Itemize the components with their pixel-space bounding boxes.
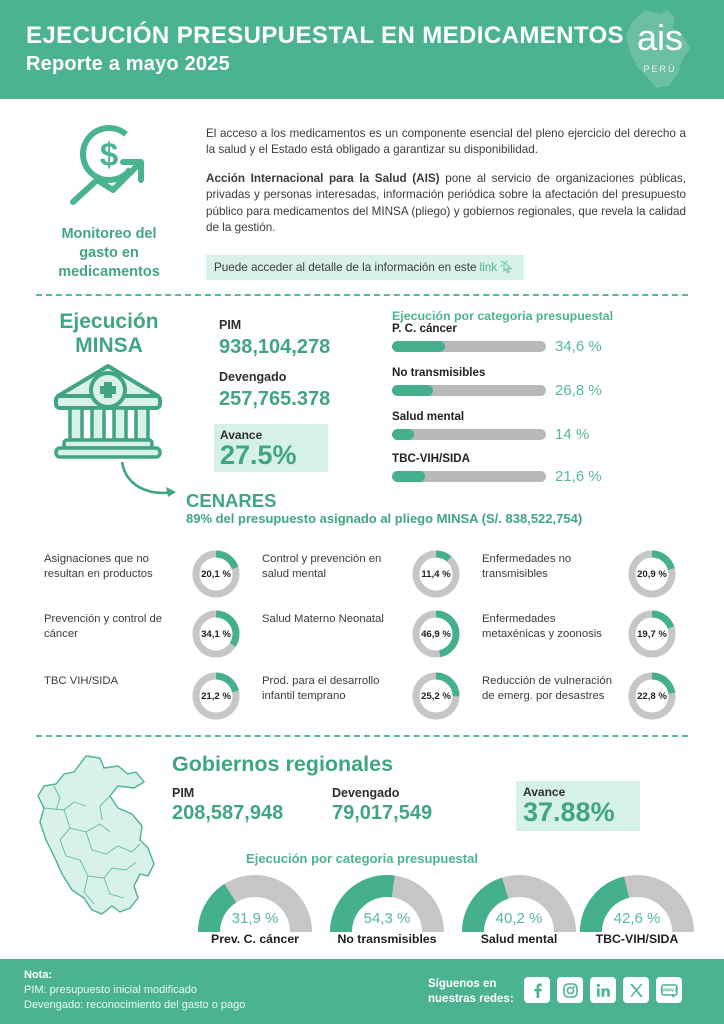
intro-paragraph-1: El acceso a los medicamentos es un componente esencial del pleno ejercicio del derecho a la salud y el Estado está obligado a garantizar su disponibilidad. [206, 127, 686, 157]
minsa-bar-row [392, 322, 692, 355]
regional-gauge-value: 54,3 % [363, 910, 411, 927]
regional-avance-badge [516, 781, 640, 831]
regional-gauge-value: 40,2 % [495, 910, 543, 927]
minsa-bar-row [392, 452, 692, 485]
minsa-avance-label: Avance [220, 428, 263, 442]
cenares-donut-label: Reducción de vulneración de emerg. por desastres [482, 675, 612, 702]
intro-text-block [206, 126, 686, 248]
regional-section-title: Gobiernos regionales [172, 752, 394, 776]
intro-ais-bold: Acción Internacional para la Salud (AIS) [206, 171, 440, 185]
minsa-bar-track [392, 429, 546, 440]
minsa-bar-fill [392, 471, 425, 482]
regional-gauge [180, 874, 330, 946]
minsa-devengado-value: 257,765.378 [219, 388, 331, 410]
instagram-icon[interactable] [557, 977, 583, 1003]
regional-avance-label: Avance [523, 785, 566, 799]
cenares-donut-value: 19,7 % [637, 628, 667, 640]
facebook-icon[interactable] [524, 977, 550, 1003]
ais-logo-text: ais [636, 17, 684, 58]
ministry-building-icon [48, 360, 168, 460]
intro-paragraph-2 [206, 171, 686, 237]
ais-logo-country: PERÚ [643, 64, 677, 74]
regional-gauge [562, 874, 712, 946]
cenares-donut [626, 670, 678, 722]
minsa-bar-value: 14 % [555, 426, 590, 443]
regional-gauge [312, 874, 462, 946]
footer-note-line-1: PIM: presupuesto inicial modificado [24, 984, 198, 996]
cenares-donut-value: 34,1 % [201, 628, 231, 640]
regional-pim-value: 208,587,948 [172, 802, 284, 824]
regional-avance-value: 37.88% [523, 797, 615, 827]
cenares-donut [410, 670, 462, 722]
svg-text:www.//: www.// [660, 987, 678, 994]
linkedin-icon[interactable] [590, 977, 616, 1003]
cenares-donut-value: 11,4 % [421, 568, 451, 580]
footer-note-line-2: Devengado: reconocimiento del gasto o pago [24, 999, 246, 1011]
cenares-donut-label: Asignaciones que no resultan en productos [44, 553, 153, 580]
minsa-bar-label: Salud mental [392, 410, 465, 423]
dollar-growth-icon [57, 122, 161, 214]
minsa-bar-value: 26,8 % [555, 382, 602, 399]
regional-gauge-label: No transmisibles [337, 932, 437, 946]
cenares-donut [410, 548, 462, 600]
minsa-pim-label: PIM [219, 318, 242, 332]
minsa-bar-label: No transmisibles [392, 366, 486, 379]
cenares-donut [626, 548, 678, 600]
cenares-donut-label: TBC VIH/SIDA [44, 675, 119, 687]
cenares-donut [410, 608, 462, 660]
intro-paragraph-2-rest: pone al servicio de organizaciones públicas, privadas y personas interesadas, información periódica sobre la afectación del presupuesto público para medicamentos del MINSA (pliego) y gobiernos regionales, que revela la calidad de la gestión. [206, 171, 686, 235]
cenares-donut-value: 22,8 % [637, 690, 667, 702]
regional-gauge-label: Prev. C. cáncer [211, 932, 299, 946]
footer-follow-line-1: Síguenos en [428, 978, 497, 990]
regional-devengado-value: 79,017,549 [332, 802, 433, 824]
minsa-bar-track [392, 385, 546, 396]
regional-gauge-value: 31,9 % [231, 910, 279, 927]
footer-follow-line-2: nuestras redes: [428, 993, 514, 1005]
detail-link-text: Puede acceder al detalle de la información en este [214, 261, 477, 274]
cenares-donut-value: 20,9 % [637, 568, 667, 580]
regional-pim-label: PIM [172, 786, 195, 800]
x-icon[interactable] [623, 977, 649, 1003]
peru-map-icon [14, 752, 174, 942]
divider-top [36, 294, 688, 296]
cenares-donut-value: 25,2 % [421, 690, 451, 702]
minsa-devengado-label: Devengado [219, 370, 287, 384]
minsa-section-title: Ejecución MINSA [59, 310, 159, 357]
minsa-bar-value: 34,6 % [555, 338, 602, 355]
footer-follow-label [428, 977, 514, 1007]
svg-text:$: $ [99, 136, 119, 173]
cenares-donut-label: Enfermedades no transmisibles [482, 553, 572, 580]
minsa-bar-track [392, 471, 546, 482]
cenares-donut-label: Enfermedades metaxénicas y zoonosis [482, 613, 602, 640]
cenares-donut-label: Prevención y control de cáncer [44, 613, 163, 640]
regional-gauge-label: Salud mental [480, 932, 558, 946]
detail-link-banner[interactable] [206, 255, 524, 280]
minsa-avance-value: 27.5% [220, 440, 297, 470]
cenares-donut-value: 20,1 % [201, 568, 231, 580]
regional-gauges-title: Ejecución por categoria presupuestal [246, 851, 478, 866]
page-subtitle: Reporte a mayo 2025 [26, 53, 230, 75]
divider-bottom [36, 735, 688, 737]
cursor-click-icon [500, 260, 515, 275]
minsa-bar-fill [392, 385, 433, 396]
footer-note-title: Nota: [24, 969, 53, 981]
minsa-bar-value: 21,6 % [555, 468, 602, 485]
minsa-bar-track [392, 341, 546, 352]
cenares-donut [190, 548, 242, 600]
minsa-pim-value: 938,104,278 [219, 336, 331, 358]
minsa-bar-row [392, 410, 692, 443]
cenares-donut [190, 670, 242, 722]
cenares-donut-value: 46,9 % [421, 628, 451, 640]
regional-gauge-label: TBC-VIH/SIDA [595, 932, 679, 946]
detail-link-word[interactable]: link [479, 261, 498, 274]
curved-arrow-icon [118, 458, 188, 504]
cenares-donut-label: Control y prevención en salud mental [262, 553, 382, 580]
minsa-bar-label: TBC-VIH/SIDA [392, 452, 470, 465]
cenares-donut-label: Salud Materno Neonatal [262, 613, 384, 625]
page-header [0, 0, 724, 99]
ais-logo [612, 8, 708, 92]
cenares-donut [190, 608, 242, 660]
regional-gauge-value: 42,6 % [613, 910, 661, 927]
monitoring-icon-block [24, 122, 194, 282]
cenares-title: CENARES [186, 490, 277, 511]
social-links [524, 977, 682, 1003]
website-icon[interactable] [656, 977, 682, 1003]
minsa-bar-label: P. C. cáncer [392, 322, 457, 335]
cenares-donut-value: 21,2 % [201, 690, 231, 702]
minsa-bar-fill [392, 341, 445, 352]
cenares-donut [626, 608, 678, 660]
monitoring-icon-label: Monitoreo del gasto en medicamentos [58, 226, 160, 280]
cenares-donut-label: Prod. para el desarrollo infantil temprano [262, 675, 380, 702]
minsa-bar-fill [392, 429, 414, 440]
minsa-bars-title: Ejecución por categoria presupuestal [392, 309, 614, 323]
regional-devengado-label: Devengado [332, 786, 400, 800]
cenares-subtitle: 89% del presupuesto asignado al pliego MINSA (S/. 838,522,754) [186, 511, 583, 526]
minsa-bar-row [392, 366, 692, 399]
page-title: EJECUCIÓN PRESUPUESTAL EN MEDICAMENTOS [26, 22, 624, 49]
minsa-avance-badge [214, 424, 328, 472]
page-footer [0, 959, 724, 1024]
